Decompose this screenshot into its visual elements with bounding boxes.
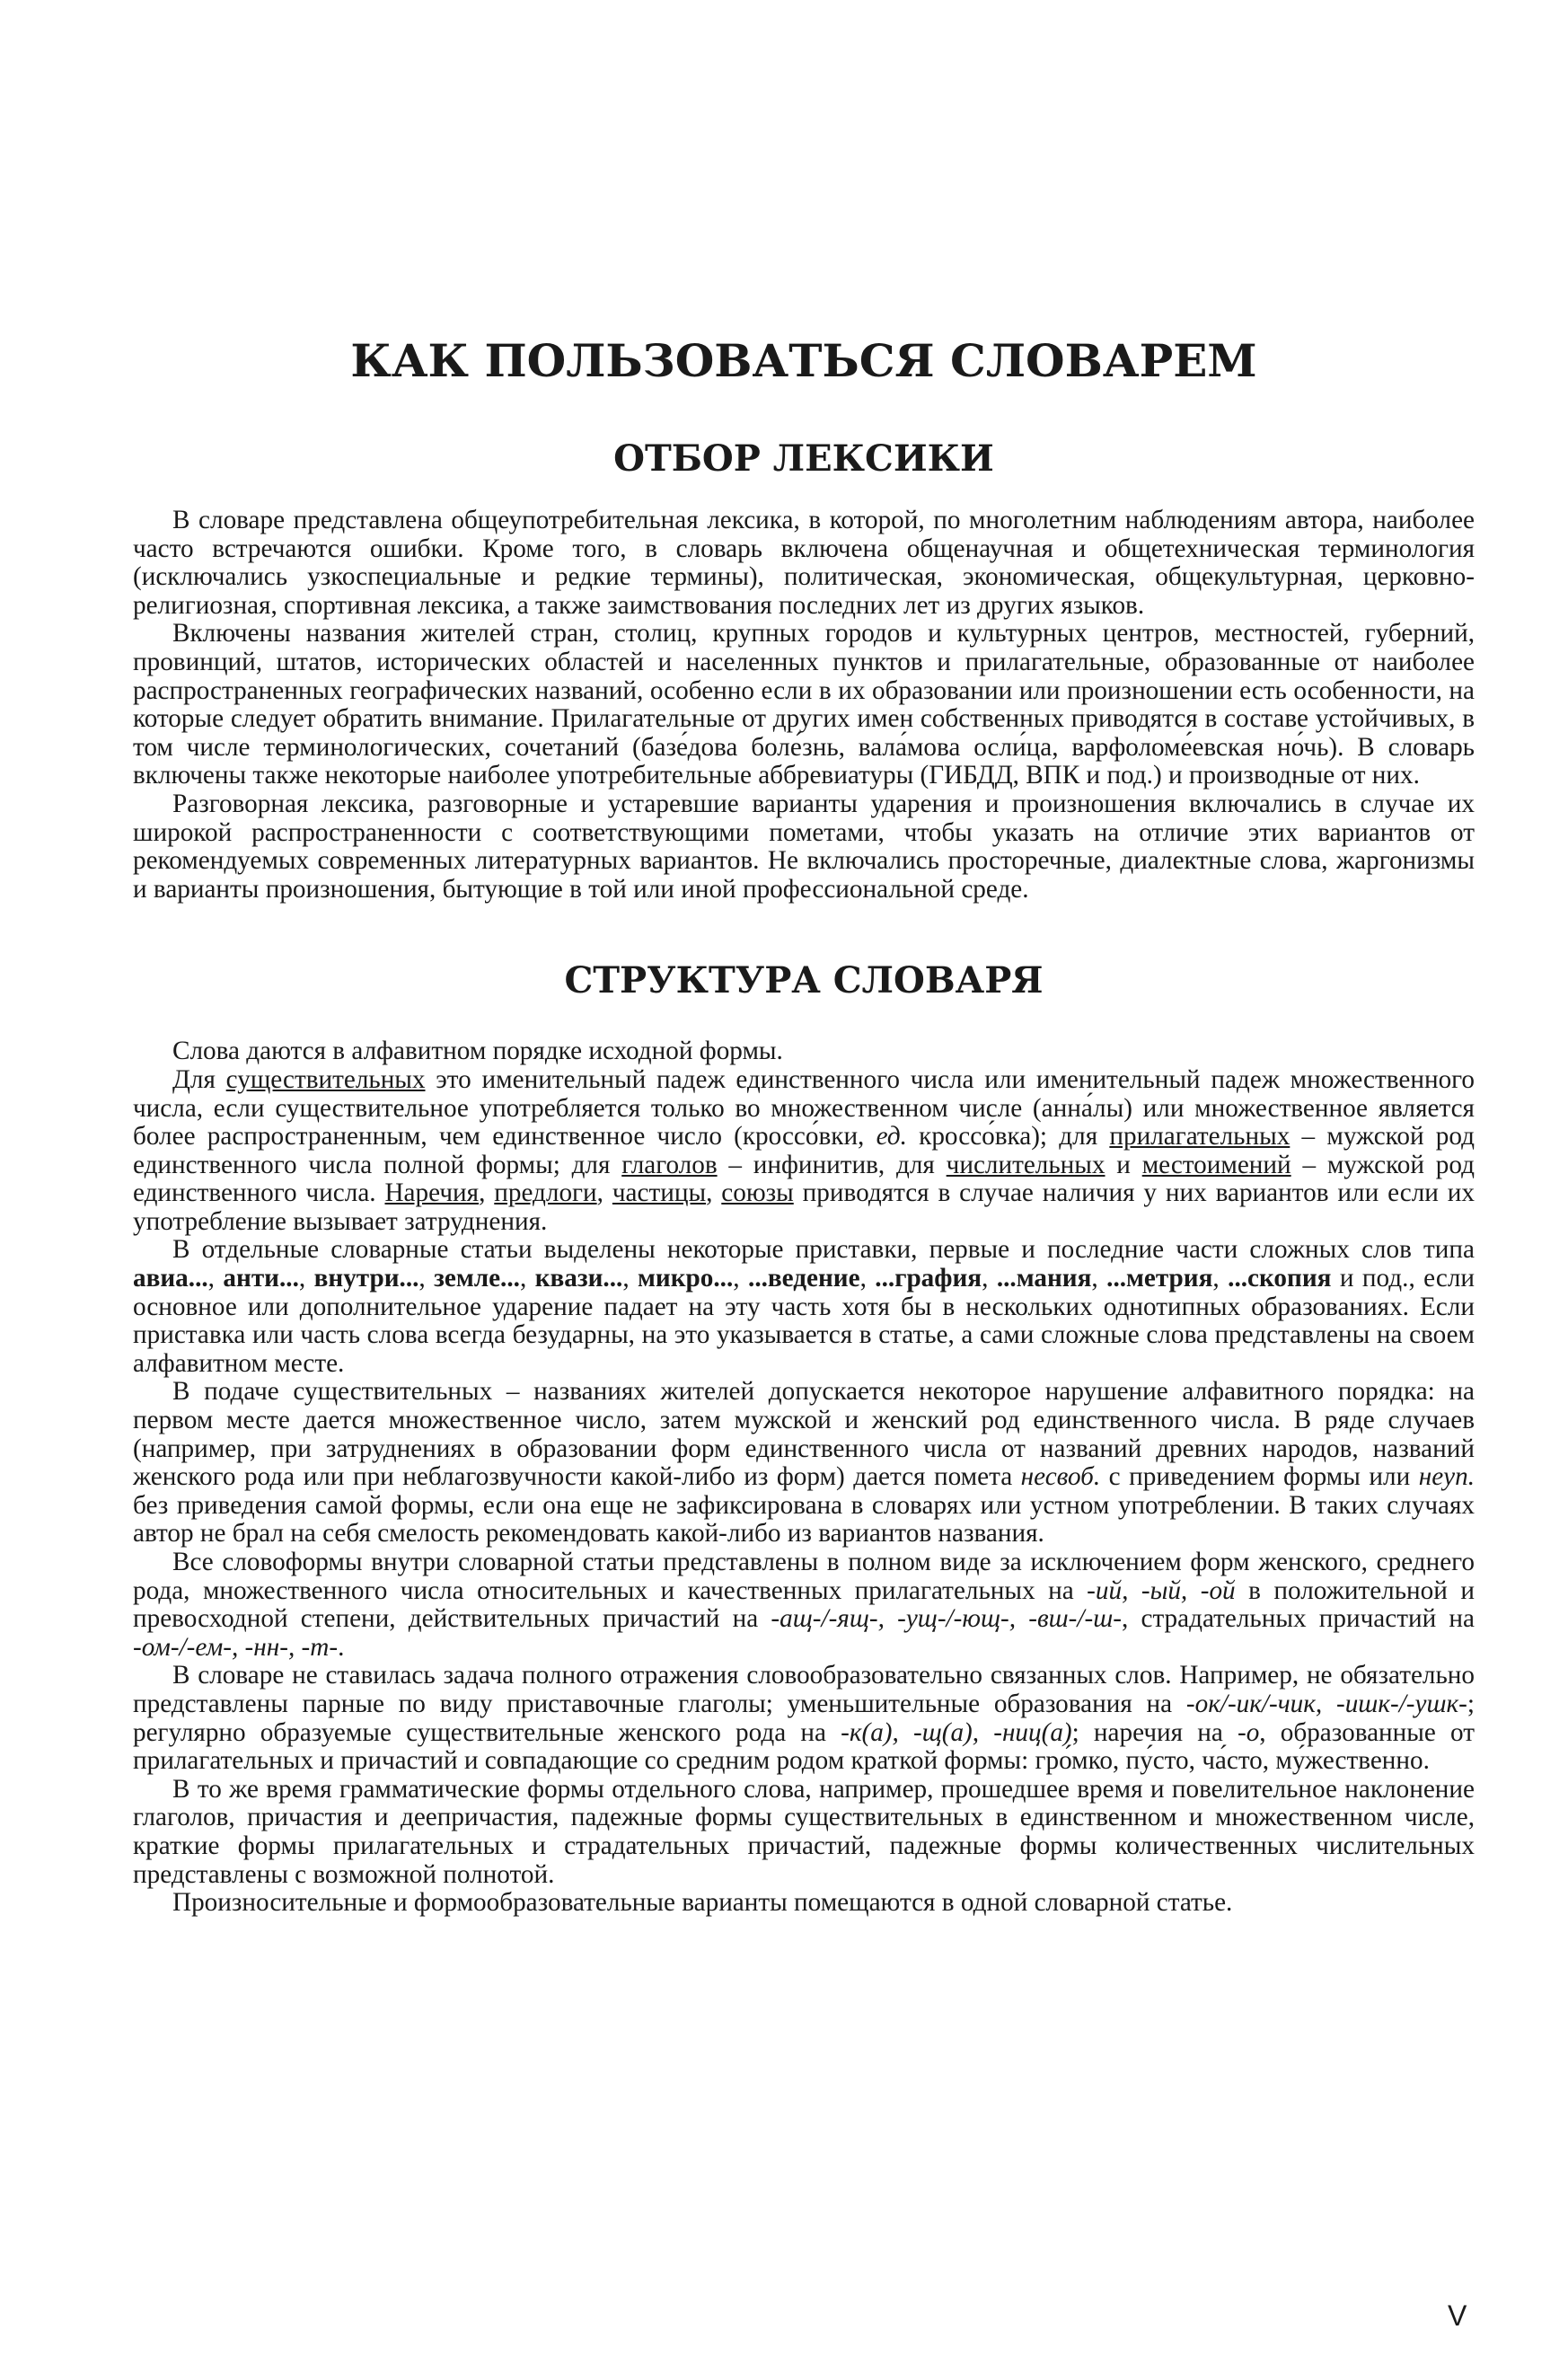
paragraph: Слова даются в алфавитном порядке исходной формы.	[172, 1037, 783, 1066]
section-heading-structure: СТРУКТУРА СЛОВАРЯ	[564, 959, 1044, 1002]
italic-suffix: -ок/-ик/-чик, -ишк-/-ушк-	[1185, 1689, 1467, 1718]
underlined-term: глаголов	[621, 1150, 718, 1179]
text: – инфинитив, для	[717, 1150, 947, 1179]
bold-term: внутри...	[313, 1264, 419, 1293]
text: ,	[706, 1178, 722, 1208]
bold-term: ...метрия	[1106, 1264, 1213, 1293]
text: и	[1105, 1150, 1142, 1179]
text: В словаре не ставилась задача полного отражения словообразовательно связанных слов. Например, не обязательно представлены парные по виду приставочные глаголы; уменьшительные образования на	[133, 1661, 1475, 1718]
italic-mark: несвоб.	[1020, 1462, 1101, 1492]
text: .	[338, 1632, 345, 1662]
paragraph	[133, 1662, 1475, 1775]
text: приводятся в случае наличия у них вариантов или если их употребление вызывает затруднения.	[133, 1178, 1476, 1236]
text: ,	[982, 1264, 997, 1293]
text: – мужской род единственного числа полной формы; для	[133, 1122, 1475, 1179]
page-title: КАК ПОЛЬЗОВАТЬСЯ СЛОВАРЕМ	[350, 334, 1257, 387]
italic-mark: неуп.	[1418, 1462, 1476, 1492]
italic-suffix: -к(а), -щ(а), -ниц(а)	[841, 1717, 1072, 1747]
text: ,	[519, 1264, 535, 1293]
bold-term: земле...	[434, 1264, 520, 1293]
bold-term: ...ведение	[748, 1264, 860, 1293]
underlined-term: местоимений	[1141, 1150, 1291, 1179]
text: В отдельные словарные статьи выделены некоторые приставки, первые и последние части сложных слов типа	[172, 1235, 1475, 1265]
text: с приведением формы или	[1100, 1462, 1419, 1492]
italic-suffix: -ащ-/-ящ-, -ущ-/-ющ-, -вш-/-ш-	[771, 1604, 1122, 1634]
underlined-term: прилагательных	[1109, 1122, 1291, 1152]
text: В подаче существительных – названиях жителей допускается некоторое нарушение алфавитного порядка: на первом месте дается множественное число, затем мужской и женский род единственного числа. В ряде случаев (например, при затруднениях в образовании форм единственного числа от названий древних народов, названий женского рода или при неблагозвучности какой-либо из форм) дается помета	[133, 1377, 1475, 1492]
bold-term: ...мания	[996, 1264, 1092, 1293]
text: ; наречия на	[1071, 1717, 1238, 1747]
italic-mark: ед.	[876, 1122, 907, 1152]
text: Для	[172, 1064, 226, 1094]
text: ,	[479, 1178, 495, 1208]
bold-term: квази...	[534, 1264, 623, 1293]
text: – мужской род единственного числа.	[133, 1150, 1475, 1208]
text: , образованные от прилагательных и причастий и совпадающие со средним родом краткой формы: гро́мко, пу́сто, ча́сто, му́жественно.	[133, 1717, 1475, 1776]
paragraph	[133, 1378, 1475, 1549]
text: ,	[418, 1264, 435, 1293]
page-content	[133, 334, 1475, 1918]
paragraph: Включены названия жителей стран, столиц, крупных городов и культурных центров, местностей, губерний, провинций, штатов, исторических областей и населенных пунктов и прилагательные, образованные от наиболее распространенных географических названий, особенно если в их образовании или произношении есть особенности, на которые следует обратить внимание. Прилагательные от других имен собственных приводятся в составе устойчивых, в том числе терминологических, сочетаний (базе́дова боле́знь, вала́мова осли́ца, варфоломе́евская но́чь). В словарь включены также некоторые наиболее употребительные аббревиатуры (ГИБДД, ВПК и под.) и производные от них.	[133, 619, 1475, 790]
text: , страдательных причастий на	[1121, 1604, 1475, 1634]
paragraph: Разговорная лексика, разговорные и устаревшие варианты ударения и произношения включались в случае их широкой распространенности с соответствующими пометами, чтобы указать на отличие этих вариантов от рекомендуемых современных литературных вариантов. Не включались просторечные, диалектные слова, жаргонизмы и варианты произношения, бытующие в той или иной профессиональной среде.	[133, 789, 1475, 904]
paragraph: Произносительные и формообразовательные варианты помещаются в одной словарной статье.	[172, 1888, 1233, 1918]
text: Все словоформы внутри словарной статьи представлены в полном виде за исключением форм женского, среднего рода, множественного числа относительных и качественных прилагательных на	[133, 1548, 1475, 1605]
bold-term: ...графия	[875, 1264, 982, 1293]
text: и под., если основное или дополнительное ударение падает на эту часть хотя бы в нескольких однотипных образованиях. Если приставка или часть слова всегда безударны, на это указывается в статье, а сами сложные слова представлены на своем алфавитном месте.	[133, 1264, 1476, 1378]
text: ,	[733, 1264, 749, 1293]
bold-term: ...скопия	[1228, 1264, 1332, 1293]
text: кроссо́вка); для	[906, 1122, 1110, 1152]
text: это именительный падеж единственного числа или именительный падеж множественного числа, если существительное употребляется только во множественном числе (анна́лы) или множественное является более распространенным, чем единственное число (кроссо́вки,	[133, 1064, 1475, 1152]
underlined-term: существительных	[225, 1064, 426, 1094]
paragraph	[133, 1549, 1475, 1662]
text: ,	[596, 1178, 612, 1208]
bold-term: микро...	[638, 1264, 734, 1293]
section-heading-lexicon: ОТБОР ЛЕКСИКИ	[613, 437, 994, 480]
underlined-term: предлоги	[494, 1178, 597, 1208]
text: без приведения самой формы, если она еще не зафиксирована в словарях или устном употреблении. В таких случаях автор не брал на себя смелость рекомендовать какой-либо из вариантов названия.	[133, 1490, 1475, 1549]
text: ,	[298, 1264, 314, 1293]
text: ,	[207, 1264, 224, 1293]
underlined-term: частицы	[612, 1178, 707, 1208]
underlined-term: Наречия	[384, 1178, 480, 1208]
bold-term: авиа...	[133, 1264, 208, 1293]
text: ,	[622, 1264, 639, 1293]
paragraph	[133, 1236, 1475, 1378]
paragraph	[133, 1066, 1475, 1237]
underlined-term: союзы	[721, 1178, 794, 1208]
text: в положительной и превосходной степени, действительных причастий на	[133, 1575, 1475, 1634]
italic-suffix: -ий, -ый, -ой	[1087, 1575, 1236, 1605]
text: ; регулярно образуемые существительные женского рода на	[133, 1689, 1475, 1747]
page-number: V	[1448, 2299, 1467, 2332]
bold-term: анти...	[223, 1264, 299, 1293]
italic-suffix: -ом-/-ем-, -нн-, -т-	[133, 1632, 339, 1662]
text: ,	[859, 1264, 876, 1293]
text: ,	[1212, 1264, 1229, 1293]
text: ,	[1091, 1264, 1107, 1293]
italic-suffix: -о	[1237, 1717, 1260, 1747]
paragraph: В словаре представлена общеупотребительная лексика, в которой, по многолетним наблюдениям автора, наиболее часто встречаются ошибки. Кроме того, в словарь включена общенаучная и общетехническая терминология (исключались узкоспециальные и редкие термины), политическая, экономическая, общекультурная, церковно-религиозная, спортивная лексика, а также заимствования последних лет из других языков.	[133, 506, 1475, 620]
underlined-term: числительных	[946, 1150, 1106, 1179]
paragraph: В то же время грамматические формы отдельного слова, например, прошедшее время и повелительное наклонение глаголов, причастия и деепричастия, падежные формы существительных в единственном и множественном числе, краткие формы прилагательных и страдательных причастий, падежные формы количественных числительных представлены с возможной полнотой.	[133, 1774, 1475, 1889]
